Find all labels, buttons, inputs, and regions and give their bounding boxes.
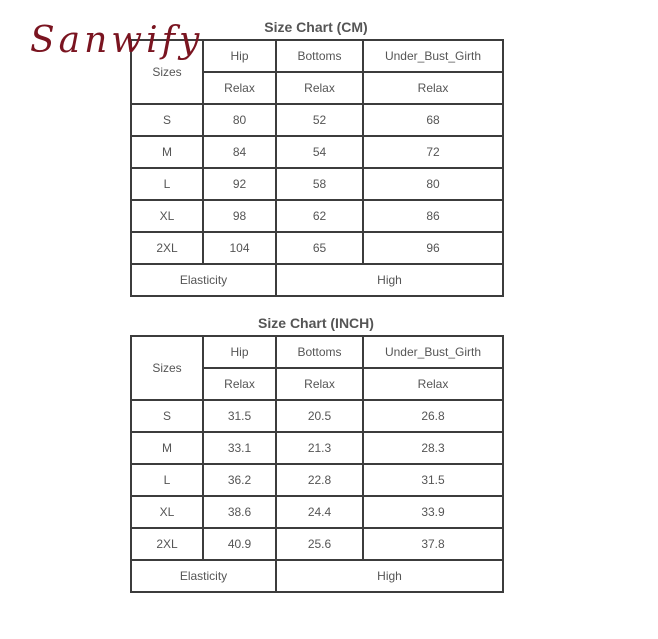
table-row <box>131 200 503 232</box>
table-header-row <box>131 336 503 368</box>
under-bust-header-cell: Under_Bust_Girth <box>363 336 503 368</box>
size-chart-inch-title: Size Chart (INCH) <box>258 315 374 331</box>
hip-cell: 31.5 <box>203 400 276 432</box>
under-bust-header-cell: Under_Bust_Girth <box>363 40 503 72</box>
hip-cell: 104 <box>203 232 276 264</box>
bottoms-cell: 25.6 <box>276 528 363 560</box>
size-cell: M <box>131 432 203 464</box>
bottoms-cell: 52 <box>276 104 363 136</box>
size-chart-inch-table <box>130 335 504 593</box>
hip-cell: 40.9 <box>203 528 276 560</box>
table-row <box>131 528 503 560</box>
table-row <box>131 432 503 464</box>
size-cell: L <box>131 464 203 496</box>
elasticity-value-cell: High <box>276 560 503 592</box>
under-bust-cell: 26.8 <box>363 400 503 432</box>
bottoms-cell: 24.4 <box>276 496 363 528</box>
table-row <box>131 136 503 168</box>
table-row <box>131 232 503 264</box>
bottoms-cell: 20.5 <box>276 400 363 432</box>
hip-header-cell: Hip <box>203 40 276 72</box>
table-row <box>131 104 503 136</box>
bottoms-cell: 54 <box>276 136 363 168</box>
elasticity-label-cell: Elasticity <box>131 560 276 592</box>
bottoms-header-cell: Bottoms <box>276 336 363 368</box>
size-cell: 2XL <box>131 232 203 264</box>
size-cell: 2XL <box>131 528 203 560</box>
size-cell: S <box>131 104 203 136</box>
sizes-header-cell: Sizes <box>131 40 203 104</box>
hip-cell: 92 <box>203 168 276 200</box>
hip-cell: 84 <box>203 136 276 168</box>
hip-cell: 36.2 <box>203 464 276 496</box>
under-bust-cell: 96 <box>363 232 503 264</box>
under-bust-fit-cell: Relax <box>363 72 503 104</box>
elasticity-row <box>131 560 503 592</box>
sizes-header-cell: Sizes <box>131 336 203 400</box>
hip-cell: 98 <box>203 200 276 232</box>
hip-cell: 80 <box>203 104 276 136</box>
bottoms-cell: 58 <box>276 168 363 200</box>
bottoms-fit-cell: Relax <box>276 368 363 400</box>
hip-fit-cell: Relax <box>203 368 276 400</box>
under-bust-cell: 31.5 <box>363 464 503 496</box>
elasticity-value-cell: High <box>276 264 503 296</box>
brand-logo: Sanwify <box>30 20 204 61</box>
under-bust-cell: 80 <box>363 168 503 200</box>
table-row <box>131 496 503 528</box>
bottoms-cell: 21.3 <box>276 432 363 464</box>
table-row <box>131 400 503 432</box>
under-bust-cell: 37.8 <box>363 528 503 560</box>
under-bust-cell: 28.3 <box>363 432 503 464</box>
bottoms-cell: 22.8 <box>276 464 363 496</box>
under-bust-cell: 86 <box>363 200 503 232</box>
bottoms-header-cell: Bottoms <box>276 40 363 72</box>
size-chart-cm-table <box>130 39 504 297</box>
under-bust-cell: 68 <box>363 104 503 136</box>
under-bust-fit-cell: Relax <box>363 368 503 400</box>
table-row <box>131 168 503 200</box>
size-cell: L <box>131 168 203 200</box>
size-cell: XL <box>131 200 203 232</box>
hip-header-cell: Hip <box>203 336 276 368</box>
under-bust-cell: 33.9 <box>363 496 503 528</box>
elasticity-label-cell: Elasticity <box>131 264 276 296</box>
hip-cell: 33.1 <box>203 432 276 464</box>
elasticity-row <box>131 264 503 296</box>
size-chart-cm-title: Size Chart (CM) <box>264 19 368 35</box>
under-bust-cell: 72 <box>363 136 503 168</box>
bottoms-cell: 65 <box>276 232 363 264</box>
table-row <box>131 464 503 496</box>
size-cell: XL <box>131 496 203 528</box>
hip-fit-cell: Relax <box>203 72 276 104</box>
size-cell: M <box>131 136 203 168</box>
size-cell: S <box>131 400 203 432</box>
bottoms-cell: 62 <box>276 200 363 232</box>
bottoms-fit-cell: Relax <box>276 72 363 104</box>
hip-cell: 38.6 <box>203 496 276 528</box>
